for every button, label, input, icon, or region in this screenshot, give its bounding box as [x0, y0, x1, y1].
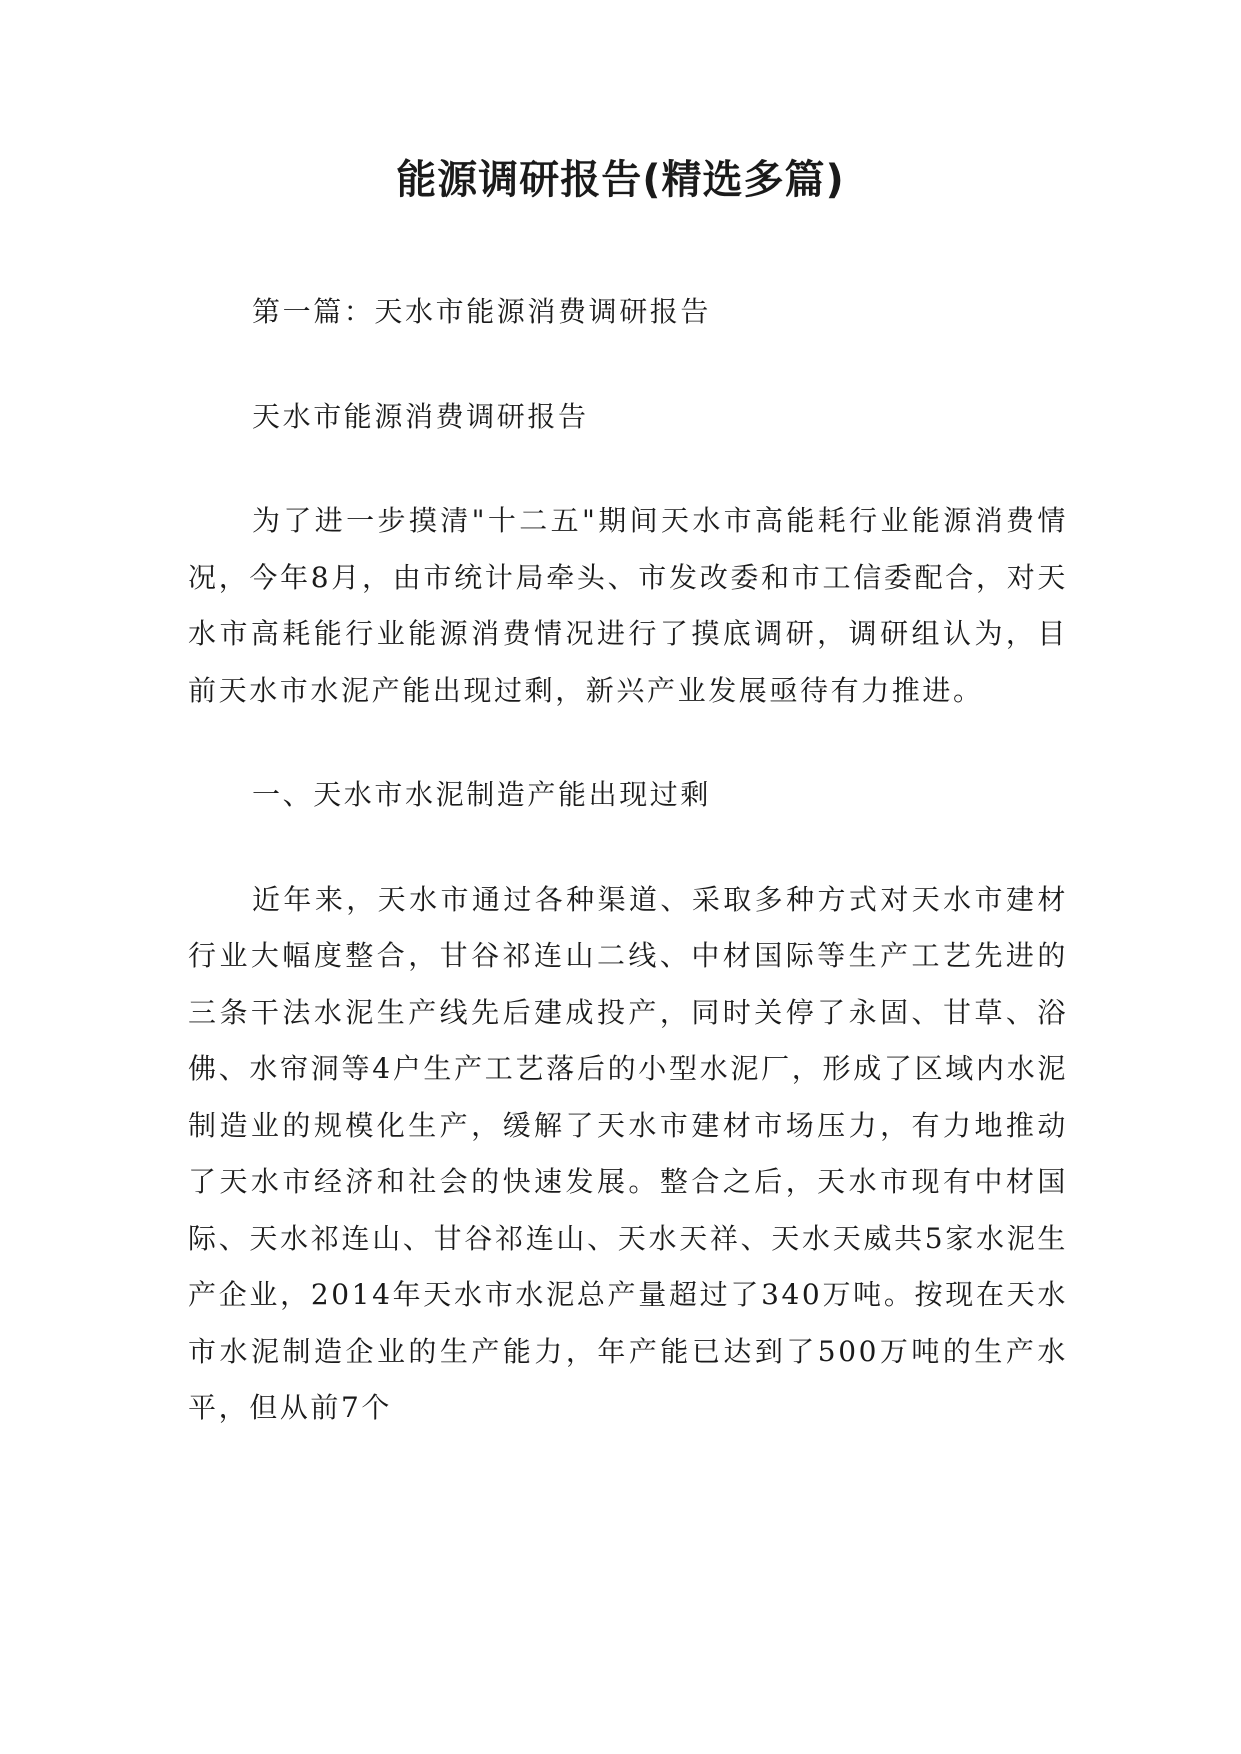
paragraph-spacer	[188, 445, 1068, 493]
heading-one: 一、天水市水泥制造产能出现过剩	[252, 778, 712, 811]
document-title: 能源调研报告(精选多篇)	[396, 157, 845, 203]
paragraph-spacer	[188, 719, 1068, 767]
report-subtitle: 天水市能源消费调研报告	[252, 399, 589, 433]
paragraph-spacer	[188, 341, 1068, 389]
paragraph-spacer	[188, 824, 1068, 872]
intro-paragraph: 为了进一步摸清"十二五"期间天水市高能耗行业能源消费情况，今年8月，由市统计局牵头、市发改委和市工信委配合，对天水市高耗能行业能源消费情况进行了摸底调研，调研组认为，目前天水市水泥产能出现过剩，新兴产业发展亟待有力推进。	[188, 504, 1068, 707]
body-paragraph: 近年来，天水市通过各种渠道、采取多种方式对天水市建材行业大幅度整合，甘谷祁连山二线、中材国际等生产工艺先进的三条干法水泥生产线先后建成投产，同时关停了永固、甘草、浴佛、水帘洞等4户生产工艺落后的小型水泥厂，形成了区域内水泥制造业的规模化生产，缓解了天水市建材市场压力，有力地推动了天水市经济和社会的快速发展。整合之后，天水市现有中材国际、天水祁连山、甘谷祁连山、天水天祥、天水天威共5家水泥生产企业，2014年天水市水泥总产量超过了340万吨。按现在天水市水泥制造企业的生产能力，年产能已达到了500万吨的生产水平，但从前7个	[188, 882, 1068, 1424]
document-body	[188, 284, 1068, 1437]
section-heading: 第一篇：天水市能源消费调研报告	[252, 295, 712, 328]
